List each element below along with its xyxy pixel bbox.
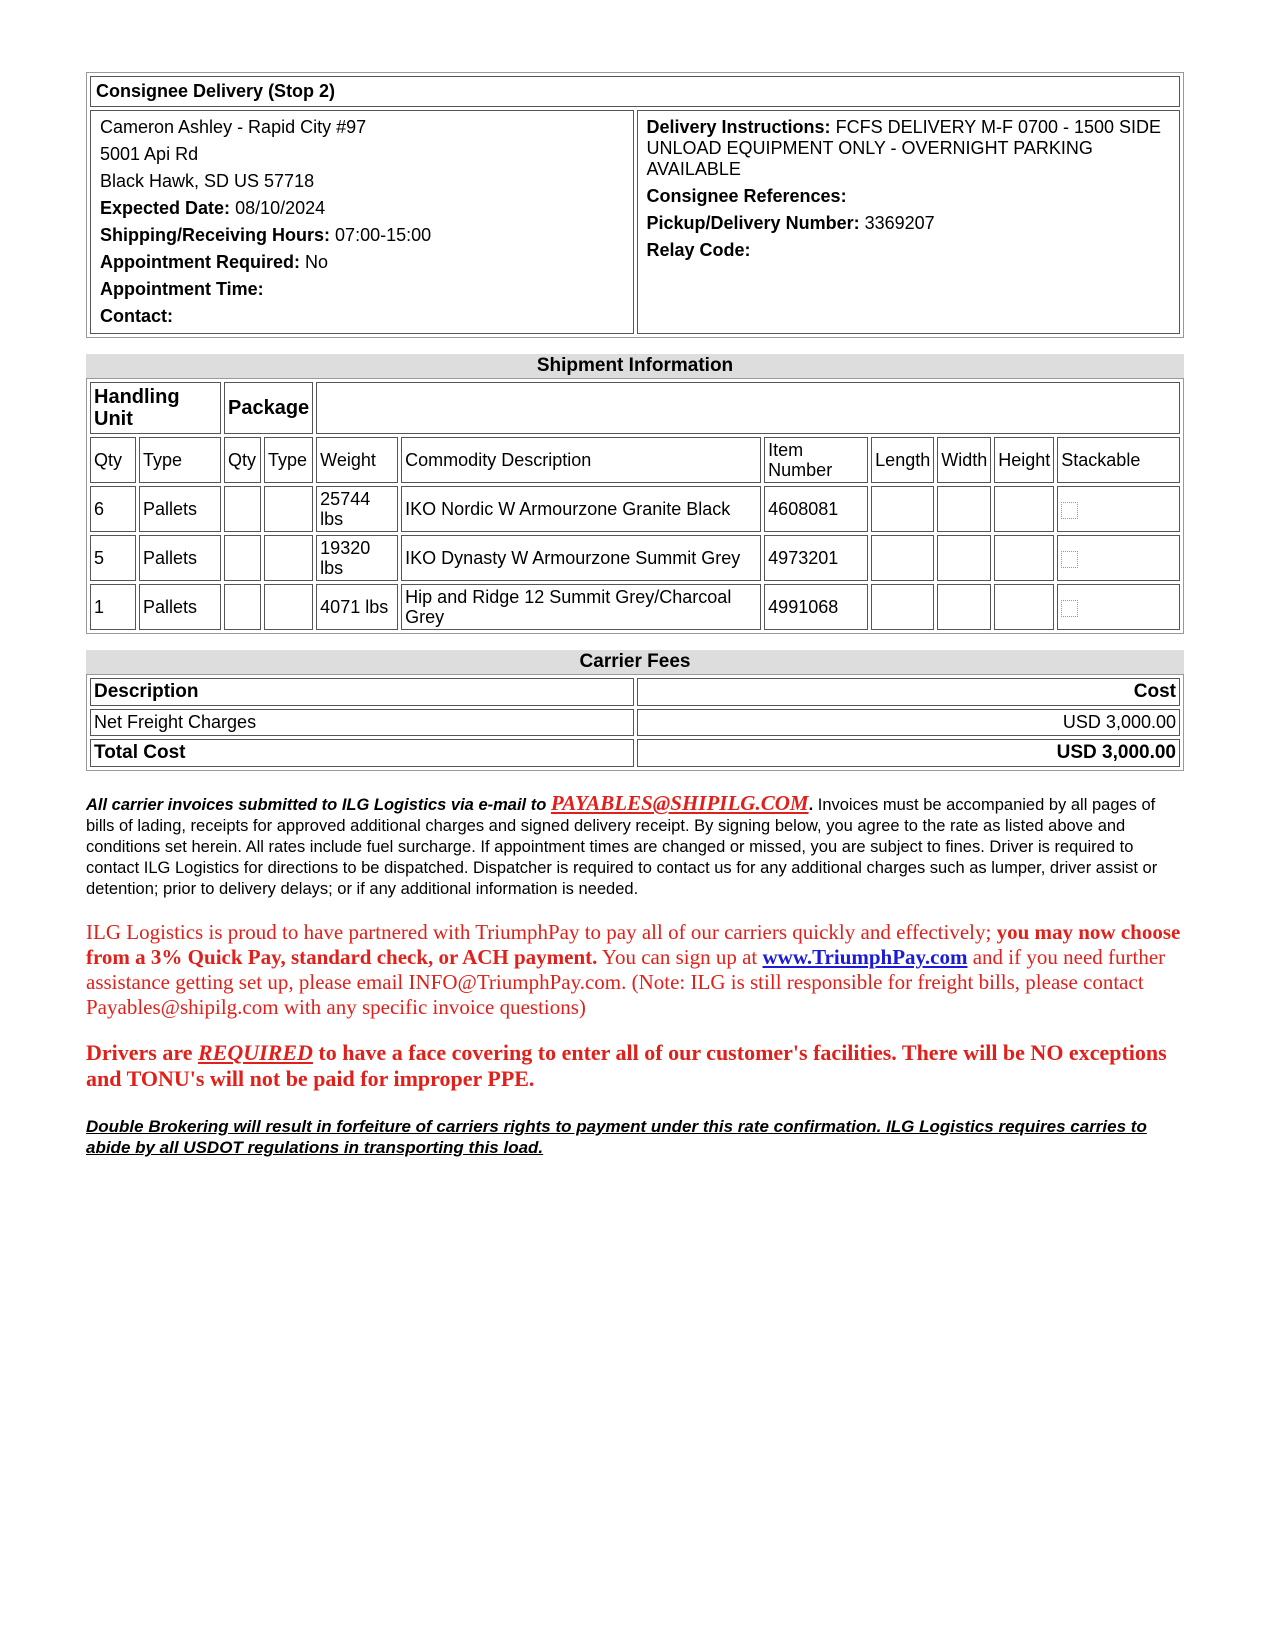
col-hu-qty: Qty (90, 437, 136, 483)
col-pkg-qty: Qty (224, 437, 261, 483)
table-row (90, 584, 1180, 630)
stackable-cell (1057, 584, 1180, 630)
carrier-fees-title: Carrier Fees (86, 650, 1184, 674)
consignee-address-cell (90, 110, 634, 334)
item-number-cell: 4973201 (764, 535, 868, 581)
weight-cell: 4071 lbs (316, 584, 398, 630)
pkg-qty-cell (224, 486, 261, 532)
payables-email-link[interactable]: PAYABLES@SHIPILG.COM (550, 791, 809, 815)
stackable-checkbox[interactable] (1061, 600, 1078, 617)
commodity-cell: IKO Dynasty W Armourzone Summit Grey (401, 535, 761, 581)
table-row (90, 739, 1180, 767)
height-cell (994, 584, 1054, 630)
delivery-instructions (647, 117, 1171, 180)
consignee-references-label: Consignee References: (646, 186, 847, 206)
consignee-instructions-cell (637, 110, 1181, 334)
fee-line-cost: USD 3,000.00 (637, 709, 1181, 736)
consignee-address-line1: 5001 Api Rd (100, 144, 199, 164)
handling-unit-header: Handling Unit (90, 382, 221, 434)
consignee-name: Cameron Ashley - Rapid City #97 (100, 117, 367, 137)
weight-cell: 25744 lbs (316, 486, 398, 532)
pkg-type-cell (264, 535, 313, 581)
ppe-text-1: Drivers are (86, 1040, 198, 1065)
width-cell (937, 584, 991, 630)
expected-date (100, 198, 624, 219)
ppe-text-2: to have a face covering to enter all of our customer's facilities. There will be NO exceptions and TONU's will not be paid for improper PPE. (86, 1040, 1167, 1091)
col-width: Width (937, 437, 991, 483)
hu-type-cell: Pallets (139, 486, 221, 532)
pickup-delivery-number (647, 213, 1171, 234)
pkg-qty-cell (224, 535, 261, 581)
table-row (90, 535, 1180, 581)
col-height: Height (994, 437, 1054, 483)
receiving-hours-label: Shipping/Receiving Hours: (100, 225, 331, 245)
consignee-address-line2: Black Hawk, SD US 57718 (100, 171, 315, 191)
height-cell (994, 486, 1054, 532)
col-weight: Weight (316, 437, 398, 483)
triumphpay-link[interactable]: www.TriumphPay.com (762, 945, 968, 969)
length-cell (871, 486, 934, 532)
contact-label: Contact: (100, 306, 173, 326)
stackable-checkbox[interactable] (1061, 551, 1078, 568)
hu-qty-cell: 6 (90, 486, 136, 532)
delivery-instructions-value: FCFS DELIVERY M-F 0700 - 1500 SIDE UNLOAD EQUIPMENT ONLY - OVERNIGHT PARKING AVAILABLE (646, 117, 1162, 179)
expected-date-label: Expected Date: (100, 198, 231, 218)
hu-type-cell: Pallets (139, 535, 221, 581)
triumphpay-text-3: and if you need further assistance getting set up, please email INFO@TriumphPay.com. (Note: ILG is still responsible for freight bills, please contact Payables@shipilg.com with any specific invoice questions) (86, 945, 1166, 1019)
width-cell (937, 535, 991, 581)
col-length: Length (871, 437, 934, 483)
item-number-cell: 4608081 (764, 486, 868, 532)
col-item-number: Item Number (764, 437, 868, 483)
invoice-notice-body: Invoices must be accompanied by all pages of bills of lading, receipts for approved additional charges and signed delivery receipt. By signing below, you agree to the rate as listed above and conditions set herein. All rates include fuel surcharge. If appointment times are changed or missed, you are subject to fines. Driver is required to contact ILG Logistics for directions to be dispatched. Dispatcher is required to contact us for any additional charges such as lumper, driver assist or detention; prior to delivery delays; or if any additional information is needed. (86, 796, 1158, 898)
pickup-delivery-number-label: Pickup/Delivery Number: (646, 213, 860, 233)
hu-type-cell: Pallets (139, 584, 221, 630)
col-hu-type: Type (139, 437, 221, 483)
hu-qty-cell: 1 (90, 584, 136, 630)
expected-date-value: 08/10/2024 (235, 198, 326, 218)
length-cell (871, 584, 934, 630)
invoice-notice (86, 793, 1184, 900)
shipment-table (86, 378, 1184, 634)
table-row (90, 709, 1180, 736)
weight-cell: 19320 lbs (316, 535, 398, 581)
total-cost-label: Total Cost (90, 739, 634, 767)
col-stackable: Stackable (1057, 437, 1180, 483)
table-row (90, 486, 1180, 532)
appointment-time-label: Appointment Time: (100, 279, 264, 299)
ppe-notice (86, 1040, 1184, 1092)
height-cell (994, 535, 1054, 581)
delivery-instructions-label: Delivery Instructions: (646, 117, 831, 137)
col-pkg-type: Type (264, 437, 313, 483)
triumphpay-payment-options: you may now choose from a 3% Quick Pay, standard check, or ACH payment. (86, 920, 1181, 969)
rate-confirmation-page (86, 72, 1184, 1158)
appointment-required (100, 252, 624, 273)
stackable-cell (1057, 535, 1180, 581)
package-header: Package (224, 382, 313, 434)
ppe-required-emphasis: REQUIRED (198, 1040, 313, 1065)
fees-description-header: Description (90, 678, 634, 706)
fee-line-description: Net Freight Charges (90, 709, 634, 736)
consignee-title: Consignee Delivery (Stop 2) (90, 76, 1180, 107)
triumphpay-text-1: ILG Logistics is proud to have partnered with TriumphPay to pay all of our carriers quickly and effectively; (86, 920, 992, 944)
stackable-checkbox[interactable] (1061, 502, 1078, 519)
pickup-delivery-number-value: 3369207 (864, 213, 935, 233)
double-brokering-notice: Double Brokering will result in forfeiture of carriers rights to payment under this rate confirmation. ILG Logistics requires carries to abide by all USDOT regulations in transporting this load. (86, 1117, 1147, 1157)
receiving-hours-value: 07:00-15:00 (335, 225, 432, 245)
total-cost-value: USD 3,000.00 (637, 739, 1181, 767)
triumphpay-notice (86, 920, 1184, 1020)
invoice-notice-dot: . (808, 796, 814, 814)
fees-cost-header: Cost (637, 678, 1181, 706)
length-cell (871, 535, 934, 581)
triumphpay-text-2: You can sign up at (597, 945, 763, 969)
shipment-section-title: Shipment Information (86, 354, 1184, 378)
stackable-cell (1057, 486, 1180, 532)
relay-code-label: Relay Code: (646, 240, 751, 260)
consignee-table (86, 72, 1184, 338)
appointment-required-value: No (305, 252, 329, 272)
commodity-cell: Hip and Ridge 12 Summit Grey/Charcoal Grey (401, 584, 761, 630)
appointment-required-label: Appointment Required: (100, 252, 300, 272)
pkg-type-cell (264, 584, 313, 630)
width-cell (937, 486, 991, 532)
pkg-qty-cell (224, 584, 261, 630)
pkg-type-cell (264, 486, 313, 532)
receiving-hours (100, 225, 624, 246)
invoice-notice-lead: All carrier invoices submitted to ILG Logistics via e-mail to (86, 796, 547, 814)
commodity-cell: IKO Nordic W Armourzone Granite Black (401, 486, 761, 532)
item-number-cell: 4991068 (764, 584, 868, 630)
carrier-fees-table (86, 674, 1184, 771)
hu-qty-cell: 5 (90, 535, 136, 581)
blank-header-cell (316, 382, 1180, 434)
col-commodity: Commodity Description (401, 437, 761, 483)
